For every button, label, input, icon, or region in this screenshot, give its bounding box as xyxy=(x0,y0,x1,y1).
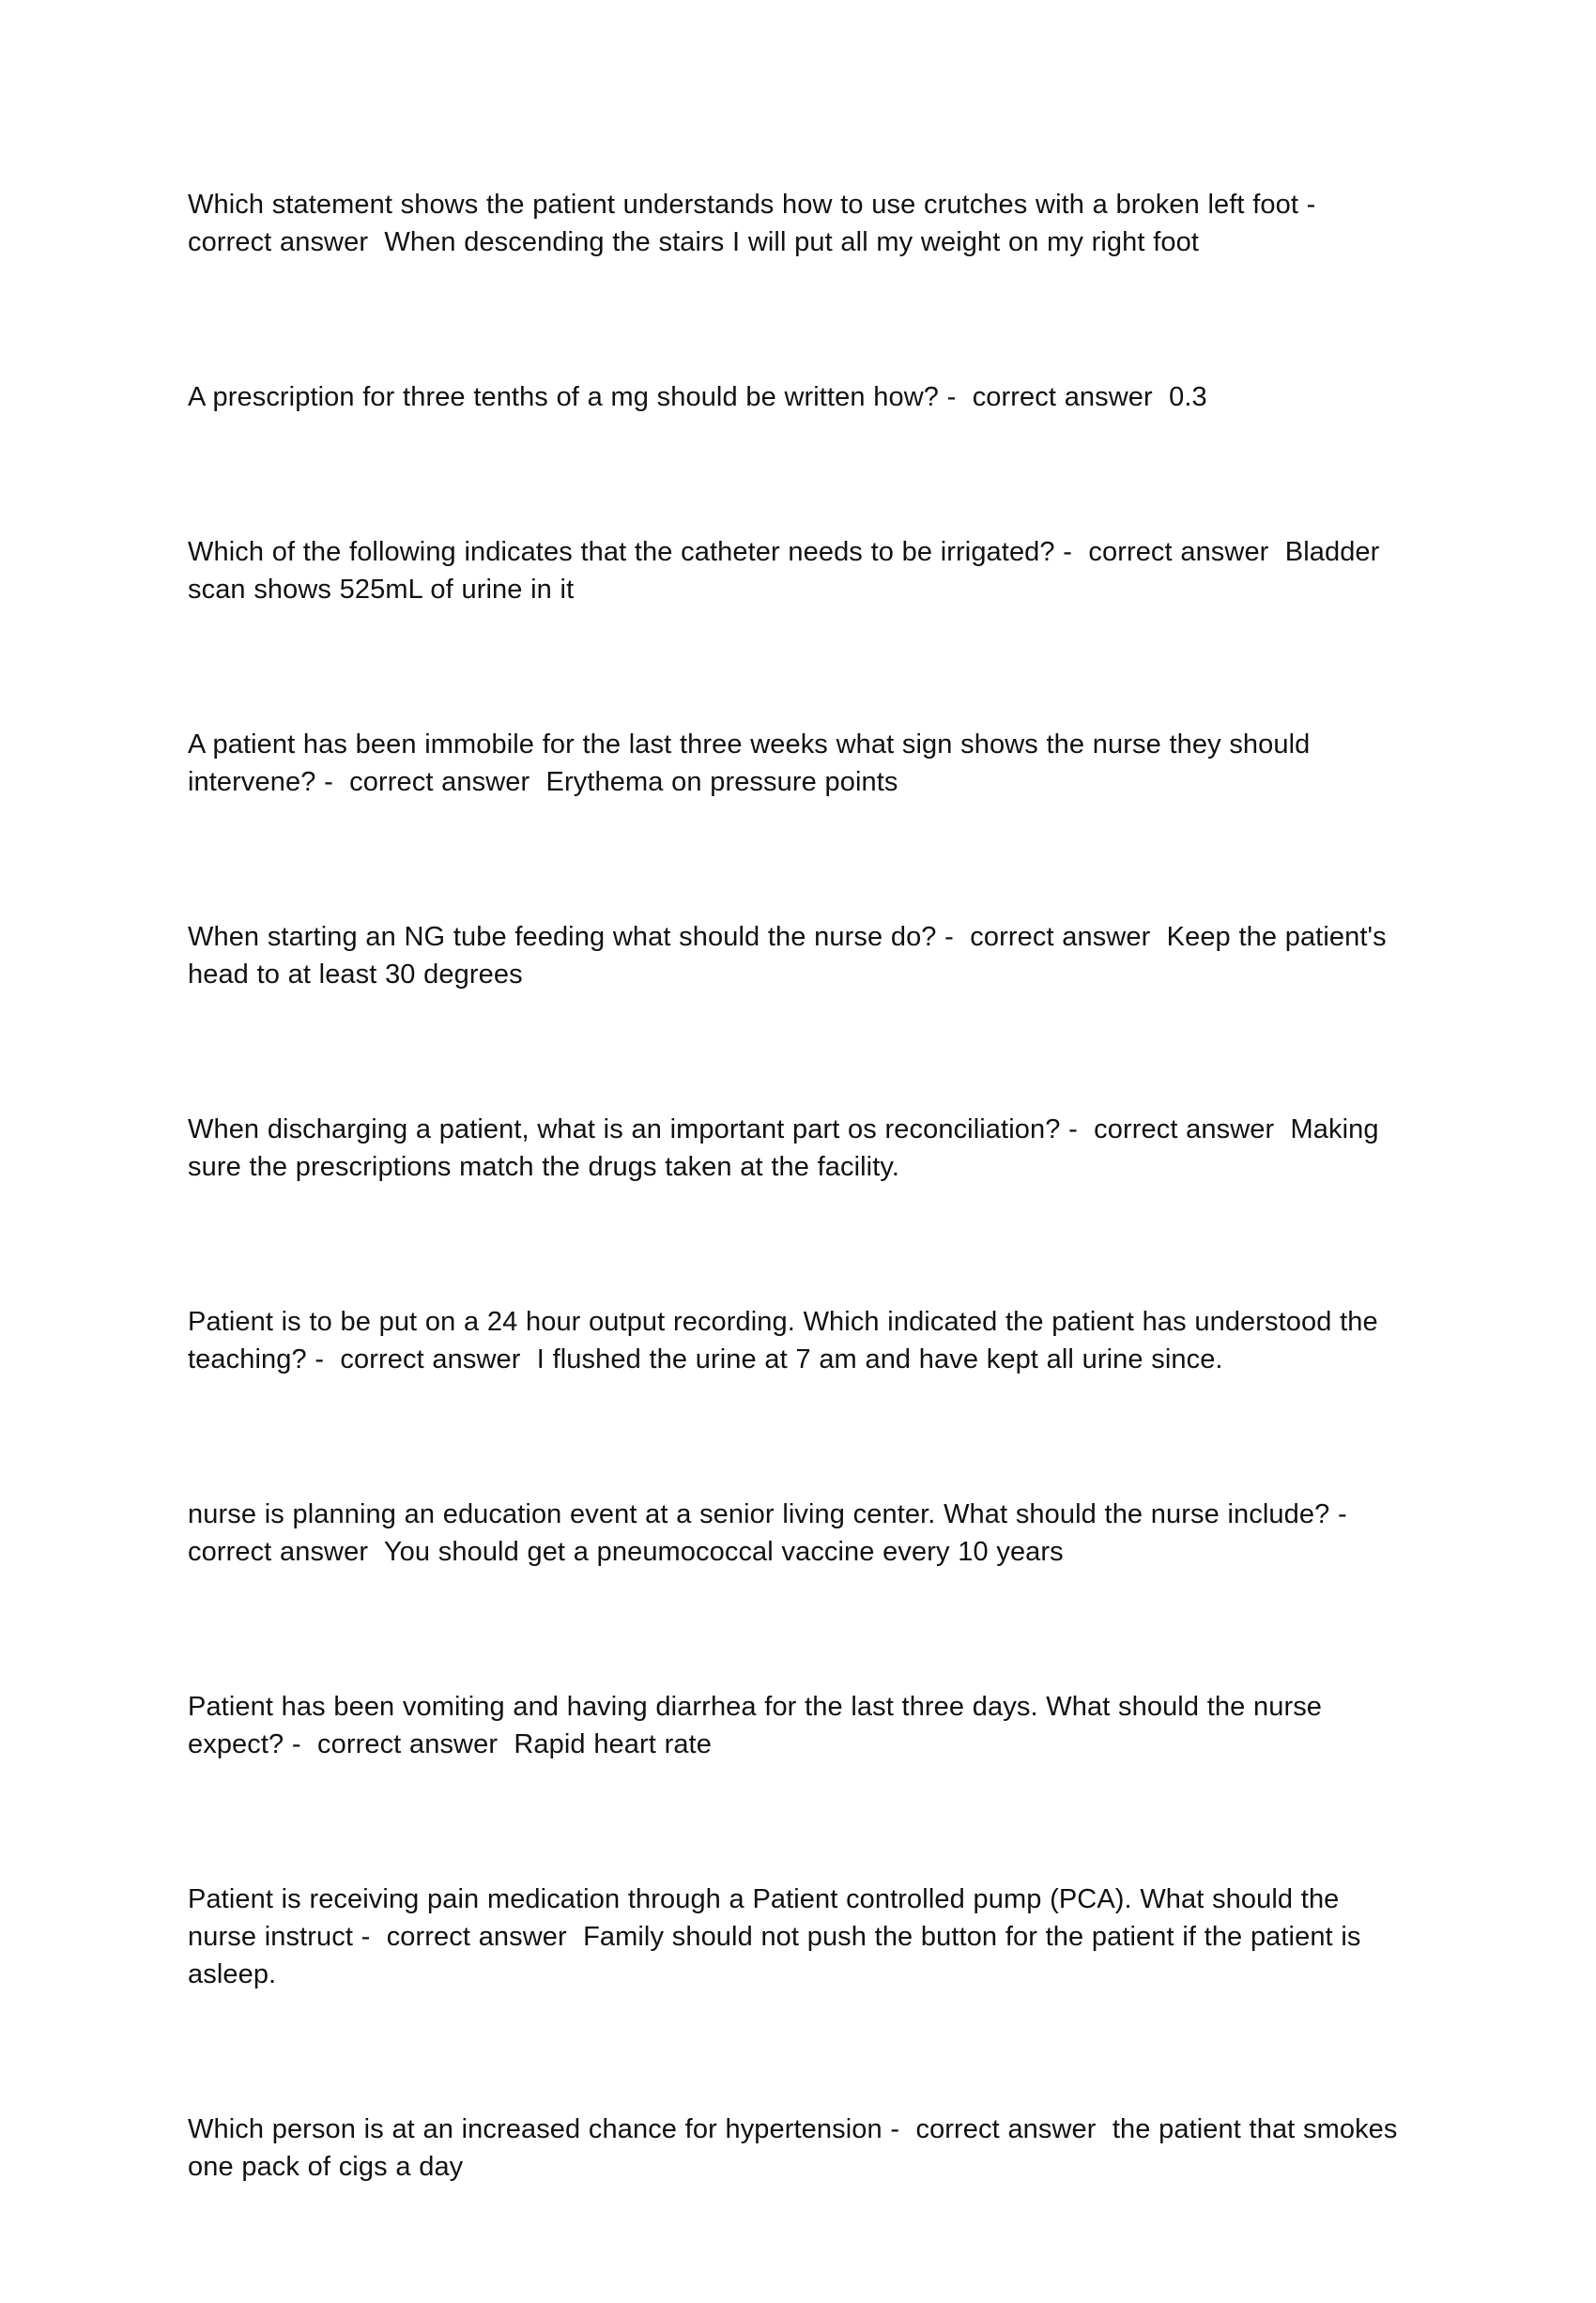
answer-label: correct answer xyxy=(961,922,1159,952)
question-answer-list xyxy=(188,186,1408,2303)
answer-text: You should get a pneumococcal vaccine every 10 years xyxy=(376,1537,1064,1567)
answer-label: correct answer xyxy=(331,1344,529,1374)
question-text: When discharging a patient, what is an important part os reconciliation? - xyxy=(188,1114,1086,1144)
question-text: Patient is receiving pain medication through a Patient controlled pump (PCA). What should the nurse instruct - xyxy=(188,1884,1348,1952)
answer-text: Bladder scan shows 525mL of urine in it xyxy=(188,537,1389,605)
question-text: Which of the following indicates that the catheter needs to be irrigated? - xyxy=(188,537,1081,567)
qa-item-5 xyxy=(188,918,1408,993)
answer-label: correct answer xyxy=(964,382,1161,412)
qa-item-6 xyxy=(188,1111,1408,1186)
answer-label: correct answer xyxy=(341,767,538,797)
question-text: Patient is to be put on a 24 hour output recording. Which indicated the patient has understood the teaching? - xyxy=(188,1307,1387,1374)
qa-item-10 xyxy=(188,1881,1408,1993)
answer-text: the patient that smokes one pack of cigs a day xyxy=(188,2114,1406,2182)
qa-item-2 xyxy=(188,378,1408,416)
answer-text: I flushed the urine at 7 am and have kept all urine since. xyxy=(529,1344,1223,1374)
qa-item-4 xyxy=(188,726,1408,801)
question-text: Which statement shows the patient understands how to use crutches with a broken left foot - xyxy=(188,190,1325,220)
answer-label: correct answer xyxy=(378,1922,575,1952)
question-text: nurse is planning an education event at a senior living center. What should the nurse include? - xyxy=(188,1499,1356,1529)
question-text: A prescription for three tenths of a mg should be written how? - xyxy=(188,382,965,412)
question-text: When starting an NG tube feeding what should the nurse do? - xyxy=(188,922,962,952)
qa-item-3 xyxy=(188,533,1408,608)
question-text: A patient has been immobile for the last three weeks what sign shows the nurse they should intervene? - xyxy=(188,729,1319,797)
answer-label: correct answer xyxy=(188,1499,1364,1567)
answer-text: When descending the stairs I will put all my weight on my right foot xyxy=(376,227,1199,257)
answer-label: correct answer xyxy=(309,1729,506,1759)
question-text: Patient has been vomiting and having diarrhea for the last three days. What should the nurse expect? - xyxy=(188,1692,1330,1759)
qa-item-1 xyxy=(188,186,1408,261)
question-text: Which person is at an increased chance for hypertension - xyxy=(188,2114,908,2144)
answer-text: Making sure the prescriptions match the drugs taken at the facility. xyxy=(188,1114,1388,1182)
answer-text: Family should not push the button for the patient if the patient is asleep. xyxy=(188,1922,1370,1989)
answer-text: 0.3 xyxy=(1160,382,1207,412)
answer-text: Erythema on pressure points xyxy=(537,767,898,797)
qa-item-8 xyxy=(188,1496,1408,1571)
qa-item-7 xyxy=(188,1303,1408,1378)
answer-text: Keep the patient's head to at least 30 degrees xyxy=(188,922,1395,990)
answer-text: Rapid heart rate xyxy=(505,1729,712,1759)
answer-label: correct answer xyxy=(907,2114,1105,2144)
answer-label: correct answer xyxy=(188,190,1332,257)
answer-label: correct answer xyxy=(1085,1114,1282,1144)
qa-item-9 xyxy=(188,1688,1408,1763)
qa-item-11 xyxy=(188,2111,1408,2186)
answer-label: correct answer xyxy=(1080,537,1278,567)
